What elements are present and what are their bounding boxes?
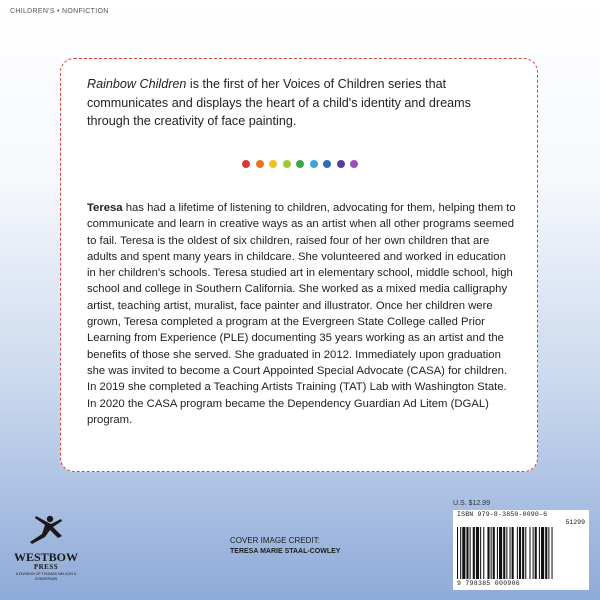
series-title: Rainbow Children [87,77,187,91]
publisher-name: WESTBOW [14,550,79,564]
author-bio [87,200,517,428]
author-bio-text: has had a lifetime of listening to children, advocating for them, helping them to communicate and learn in creative ways as an artist when all other programs seemed to fail. Teresa is the oldest of six children, raised four of her own children that are adults and spent many years in childcare. She volunteered and worked in education in her children's schools. Teresa studied art in elementary school, middle school, high school and college in Southern California. She worked as a mixed media calligraphy artist, teaching artist, muralist, face painter and illustrator. Once her children were grown, Teresa completed a program at the Evergreen State College called Prior Learning from Experience (PLE) documenting 35 years working as an artist and the benefits of those she served. She graduated in 2012. Immediately upon graduation she was invited to become a Court Appointed Special Advocate (CASA) for children. In 2019 she completed a Teaching Artists Training (TAT) Lab with Washington State. In 2020 the CASA program became the Dependency Guardian Ad Litem (DGAL) program. [87,202,516,426]
cover-credit-name: TERESA MARIE STAAL-COWLEY [230,548,341,555]
publisher-press: PRESS [33,563,59,571]
rainbow-dot [296,160,304,168]
rainbow-dot [256,160,264,168]
price-addon-code: 51299 [565,519,585,526]
category-label: CHILDREN'S • NONFICTION [10,8,109,15]
price-label: U.S. $12.99 [453,500,490,507]
publisher-logo [14,512,78,592]
isbn-barcode [453,510,589,590]
rainbow-dot [350,160,358,168]
ean-digits: 9 798385 000906 [457,580,521,587]
rainbow-dot [242,160,250,168]
series-intro [87,75,517,131]
barcode-bars [457,527,585,579]
rainbow-dot [337,160,345,168]
rainbow-dot [310,160,318,168]
series-intro-text: is the first of her Voices of Children series that communicates and displays the heart of a child's identity and dreams through the creativity of face painting. [87,77,471,128]
rainbow-dot [323,160,331,168]
rainbow-dots-divider [242,160,358,168]
rainbow-dot [283,160,291,168]
publisher-division: A DIVISION OF THOMAS NELSON & ZONDERVAN [15,572,77,581]
back-cover-text-panel [60,58,538,472]
leaping-figure-icon [14,512,78,550]
author-name: Teresa [87,202,123,214]
isbn-number: ISBN 979-8-3850-0090-6 [457,511,548,518]
rainbow-dot [269,160,277,168]
cover-credit-label: COVER IMAGE CREDIT: [230,536,320,545]
